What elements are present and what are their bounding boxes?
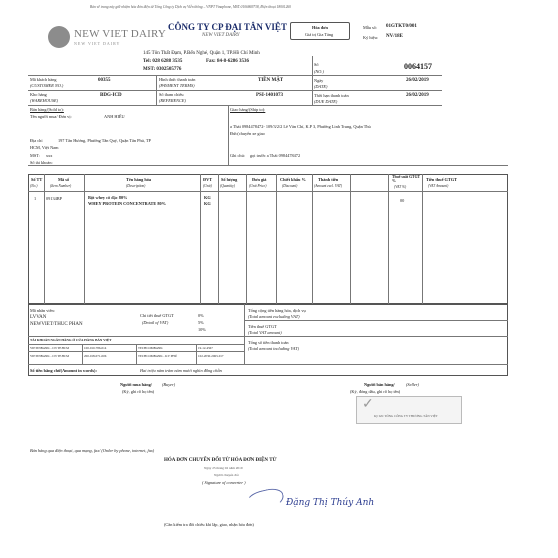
row-vat: 00: [400, 198, 405, 203]
seller-fax: Fax: 84-8-6286 3536: [206, 59, 250, 64]
vat-rate-5: 5%: [198, 320, 204, 325]
stamp-text: Ký bởi: TỔNG CÔNG TY THƯƠNG TÂN VIỆT: [374, 414, 438, 418]
th-vat-rate: Thuế suất GTGT %: [392, 175, 420, 183]
checkmark-icon: ✓: [362, 397, 374, 412]
seller-sign-note: (Ký, đóng dấu, ghi rõ họ tên): [350, 389, 401, 394]
sales-rep-value: LVVAN: [30, 315, 47, 320]
total-payment-sub: (Total amount including VAT): [248, 346, 300, 351]
bank-row-1-c: TECHCOMBANK: [138, 346, 163, 350]
date-sub: (DATE): [314, 84, 328, 89]
total-vat-sub: (Total VAT amount): [248, 330, 282, 335]
date-label: Ngày: [314, 78, 324, 83]
invoice-type-title: Hóa đơn: [312, 25, 328, 30]
bank-row-1-d: 19-12-4567: [198, 346, 213, 350]
th-discount: Chiết khấu %: [280, 177, 306, 182]
number-sub: (NO.): [314, 69, 324, 74]
total-vat-label: Tiền thuế GTGT: [248, 324, 277, 329]
total-payment-label: Tổng số tiền thanh toán: [248, 340, 289, 345]
converted-date: Ngày 25 tháng 02 năm 2019: [204, 466, 243, 470]
number-label: Số: [314, 62, 319, 67]
invoice-number: 0064157: [404, 62, 432, 71]
invoice-date: 26/02/2019: [406, 78, 429, 83]
th-code: Mã số: [58, 177, 70, 182]
buyer-tax-value: xxx: [46, 153, 53, 158]
items-table: [28, 174, 508, 304]
row-unit-1: KG: [204, 195, 211, 200]
buyer-address-value: 197 Tân Hương, Phường Tân Quý, Quận Tân Phú, TP: [58, 138, 151, 143]
row-code: 09134BP: [46, 196, 62, 201]
vat-rate-0: 0%: [198, 313, 204, 318]
ship-to-label: Giao hàng/(Ship to):: [230, 107, 266, 112]
warehouse-label: Kho hàng: [30, 92, 47, 97]
signature-flourish: [244, 486, 285, 513]
buyer-name-label: Tên người mua/ Đơn vị:: [30, 114, 72, 119]
form-no-value: 01GTKT0/001: [386, 24, 417, 29]
buyer-address-label: Địa chỉ: [30, 138, 43, 143]
seller-tel: Tel: 028 6288 3535: [143, 59, 183, 64]
warehouse-value: BDG-ICD: [100, 93, 122, 98]
invoice-sheet: [28, 4, 532, 554]
logo-text: NEW VIET DAIRY: [74, 28, 167, 40]
ship-address-line2: Đức(chuyển xe giao: [230, 131, 265, 136]
bank-table-title: TÀI KHOẢN NGÂN HÀNG Ở CỬA HÀNG BÁN VIỆT: [30, 338, 112, 342]
payment-terms-label: Hình thức thanh toán: [159, 77, 196, 82]
ship-address: a Thái 0984478472- 109/3/2/2 Lê Văn Chí, K.P 3, Phường Linh Trung, Quận Thủ: [230, 124, 371, 129]
customer-no-sub: (CUSTOMER NO.): [30, 83, 64, 88]
th-price-en: (Unit Price): [249, 184, 267, 188]
note-value: gọi trước a Thái 0984478472: [250, 153, 301, 158]
seller-sign-label: Người bán hàng/: [364, 382, 395, 387]
total-goods-sub: (Total amount excluding VAT): [248, 314, 300, 319]
buyer-sign-sub: (Buyer): [162, 382, 176, 387]
company-logo-icon: [48, 26, 70, 48]
warehouse-sub: (WAREHOUSE): [30, 98, 59, 103]
seller-sign-sub: (Seller): [406, 382, 419, 387]
sold-to-label: Bán hàng/(Sold to):: [30, 107, 64, 112]
buyer-name-value: ANH HIẾU: [104, 114, 125, 119]
sales-rep-dept: NEWVIET/THUC PHAN: [30, 322, 83, 327]
th-vat-rate-en: (VAT %): [394, 185, 407, 189]
vat-rate-10: 10%: [198, 327, 206, 332]
th-no-en: (No.): [30, 184, 38, 188]
th-qty-en: (Quantity): [220, 184, 235, 188]
form-no-label: Mẫu số:: [363, 25, 377, 30]
seller-address: 145 Tôn Thất Đạm, P.Bến Nghé, Quận 1, TP.Hồ Chí Minh: [143, 51, 260, 56]
buyer-tax-label: MST:: [30, 153, 40, 158]
sales-rep-label: Mã nhân viên:: [30, 308, 55, 313]
invoice-type-subtitle: Giá trị Gia Tăng: [305, 32, 334, 37]
buyer-sign-note: (Ký, ghi rõ họ tên): [122, 389, 155, 394]
reference-value: PSI-1401073: [256, 93, 283, 98]
serial-value: NV/18E: [386, 34, 403, 39]
converter-sub: ( Signature of converter ): [202, 480, 246, 485]
converter-label: Người chuyển đổi: [214, 473, 239, 477]
vat-summary-sub: (Detail of VAT): [142, 320, 169, 325]
bank-row-1-b: 100-010-786-014: [84, 346, 107, 350]
due-date: 26/02/2019: [406, 93, 429, 98]
bank-account-label: Số tài khoản:: [30, 160, 53, 165]
total-goods-label: Tổng cộng tiền hàng hóa, dịch vụ: [248, 308, 306, 313]
th-vat-amount: Tiền thuế GTGT: [426, 177, 457, 182]
row-no: 1: [34, 196, 37, 201]
invoice-type-box: [290, 22, 350, 40]
reference-label: Số tham chiếu: [159, 92, 184, 97]
due-sub: (DUE DATE): [314, 99, 338, 104]
th-desc-en: (Description): [126, 184, 146, 188]
footer-note: (Cần kiểm tra đối chiếu khi lập, giao, nhận hóa đơn): [164, 522, 254, 527]
note-label: Ghi chú:: [230, 153, 245, 158]
th-unit: ĐVT: [203, 177, 213, 182]
th-vat-amount-en: (VAT Amount): [428, 184, 449, 188]
customer-no-value: 00355: [98, 78, 111, 83]
bank-row-2-d: 102-2030-2063-017: [198, 354, 224, 358]
serial-label: Ký hiệu:: [363, 35, 378, 40]
amount-words-value: Hai triệu năm trăm năm mươi nghìn đồng chẵn: [140, 368, 222, 373]
th-unit-en: (Unit): [203, 184, 212, 188]
customer-no-label: Mã khách hàng: [30, 77, 57, 82]
row-unit-2: KG: [204, 201, 211, 206]
th-price: Đơn giá: [252, 177, 267, 182]
row-desc-1: Bột whey cô đặc 80%: [88, 195, 128, 200]
top-note: Bản vẽ trang này giữ nhiệm hóa đơn điện tử Tổng Công ty Dịch vụ Viễn thông – VNPT Vinaphone, MST:0106869738, Điện thoại 18001260: [90, 5, 291, 9]
converted-title: HÓA ĐƠN CHUYỂN ĐỔI TỪ HÓA ĐƠN ĐIỆN TỬ: [164, 458, 277, 463]
seller-name-en: NEW VIET DAIRY: [202, 33, 240, 38]
payment-terms-value: TIỀN MẶT: [258, 78, 284, 83]
due-label: Thời hạn thanh toán: [314, 93, 349, 98]
seller-name: CÔNG TY CP ĐẠI TÂN VIỆT: [168, 22, 287, 32]
amount-words-label: Số tiền bằng chữ(Amount in words):: [30, 368, 97, 373]
reference-sub: (REFERENCE): [159, 98, 186, 103]
bank-row-2-b: 200-018-071-006: [84, 354, 107, 358]
th-code-en: (Item Number): [50, 184, 72, 188]
payment-terms-sub: (PAYMENT TERMS): [159, 83, 195, 88]
th-desc: Tên hàng hóa: [126, 177, 152, 182]
th-no: Số TT: [31, 177, 43, 182]
buyer-address-line2: HCM, Việt Nam: [30, 145, 59, 150]
buyer-sign-label: Người mua hàng/: [120, 382, 152, 387]
sale-method: Bán hàng qua điện thoại, qua mạng, fax/ (Order by phone, internet, fax): [30, 448, 155, 453]
th-amount: Thành tiền: [318, 177, 339, 182]
th-discount-en: (Discount): [282, 184, 298, 188]
bank-row-2-a: VIETINBANK - CN TP.HCM: [30, 354, 69, 358]
row-desc-2: WHEY PROTEIN CONCENTRATE 80%: [88, 201, 166, 206]
bank-row-1-a: VIETINBANK - CN TP.HCM: [30, 346, 69, 350]
seller-tax-code: MST: 0302505776: [143, 67, 182, 72]
th-qty: Số lượng: [221, 177, 238, 182]
bank-row-2-c: TECHCOMBANK - KV PHÚ: [138, 354, 177, 358]
vat-summary-label: Chi tiết thuế GTGT: [140, 313, 174, 318]
logo-subtext: NEW VIET DAIRY: [74, 41, 121, 46]
th-amount-en: (Amount excl. VAT): [314, 184, 343, 188]
converter-signature: Đặng Thị Thúy Anh: [286, 498, 375, 508]
